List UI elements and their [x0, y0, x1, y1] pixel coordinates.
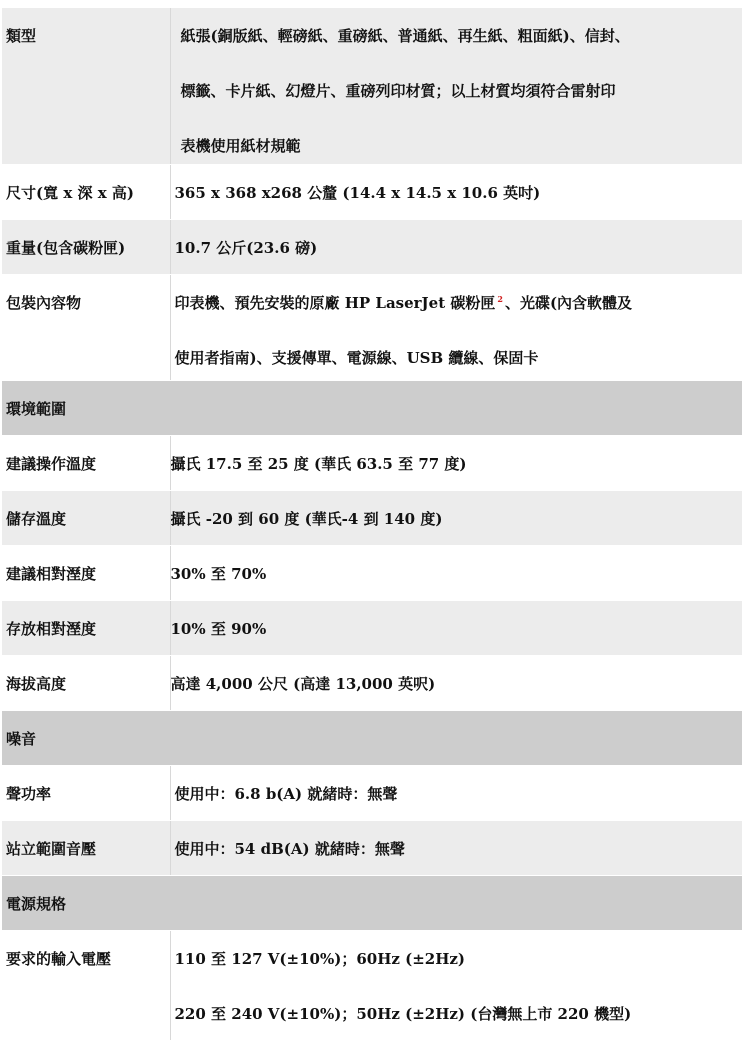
spec-value	[170, 274, 742, 380]
table-row	[2, 435, 742, 490]
spec-value: 10% 至 90%	[170, 600, 742, 655]
spec-label: 海拔高度	[2, 655, 170, 710]
spec-value: 使用中：6.8 b(A) 就緒時：無聲	[170, 765, 742, 820]
table-row	[2, 930, 742, 1040]
spec-label: 尺寸(寬 x 深 x 高)	[2, 164, 170, 219]
footnote-marker: 2	[497, 293, 503, 304]
spec-label: 聲功率	[2, 765, 170, 820]
spec-label: 重量(包含碳粉匣)	[2, 219, 170, 274]
section-header-row	[2, 380, 742, 435]
table-row	[2, 164, 742, 219]
table-row	[2, 219, 742, 274]
spec-label: 要求的輸入電壓	[2, 930, 170, 1040]
table-row	[2, 490, 742, 545]
spec-label: 類型	[2, 8, 170, 164]
section-header: 電源規格	[2, 875, 742, 930]
spec-label: 建議相對溼度	[2, 545, 170, 600]
spec-label: 包裝內容物	[2, 274, 170, 380]
specifications-table	[2, 8, 742, 1041]
section-header-row	[2, 710, 742, 765]
contents-text: 、光碟(內含軟體及	[504, 293, 633, 312]
table-row	[2, 765, 742, 820]
spec-value: 攝氏 17.5 至 25 度 (華氏 63.5 至 77 度)	[170, 435, 742, 490]
table-row	[2, 274, 742, 380]
spec-value-line: 220 至 240 V(±10%)；50Hz (±2Hz) (台灣無上市 220 機型)	[174, 1004, 632, 1023]
spec-value: 30% 至 70%	[170, 545, 742, 600]
spec-value-line: 110 至 127 V(±10%)；60Hz (±2Hz)	[174, 949, 465, 968]
spec-value-line: 表機使用紙材規範	[180, 137, 301, 155]
spec-value: 10.7 公斤(23.6 磅)	[170, 219, 742, 274]
table-row	[2, 545, 742, 600]
spec-label: 存放相對溼度	[2, 600, 170, 655]
spec-value-line: 紙張(銅版紙、輕磅紙、重磅紙、普通紙、再生紙、粗面紙)、信封、	[180, 27, 630, 45]
contents-text: 印表機、預先安裝的原廠 HP LaserJet 碳粉匣	[174, 293, 496, 312]
table-row	[2, 600, 742, 655]
spec-value	[170, 930, 742, 1040]
spec-value-line	[175, 293, 743, 313]
spec-value: 攝氏 -20 到 60 度 (華氏-4 到 140 度)	[170, 490, 742, 545]
table-row	[2, 8, 742, 164]
table-row	[2, 820, 742, 875]
spec-value-line: 標籤、卡片紙、幻燈片、重磅列印材質；以上材質均須符合雷射印	[180, 82, 616, 100]
spec-value-line: 使用者指南)、支援傳單、電源線、USB 纜線、保固卡	[174, 348, 539, 367]
spec-value: 使用中：54 dB(A) 就緒時：無聲	[170, 820, 742, 875]
spec-label: 站立範圍音壓	[2, 820, 170, 875]
section-header-row	[2, 875, 742, 930]
spec-label: 儲存溫度	[2, 490, 170, 545]
spec-value: 365 x 368 x268 公釐 (14.4 x 14.5 x 10.6 英吋)	[170, 164, 742, 219]
section-header: 噪音	[2, 710, 742, 765]
section-header: 環境範圍	[2, 380, 742, 435]
spec-value	[170, 8, 742, 164]
spec-label: 建議操作溫度	[2, 435, 170, 490]
table-row	[2, 655, 742, 710]
spec-value: 高達 4,000 公尺 (高達 13,000 英呎)	[170, 655, 742, 710]
